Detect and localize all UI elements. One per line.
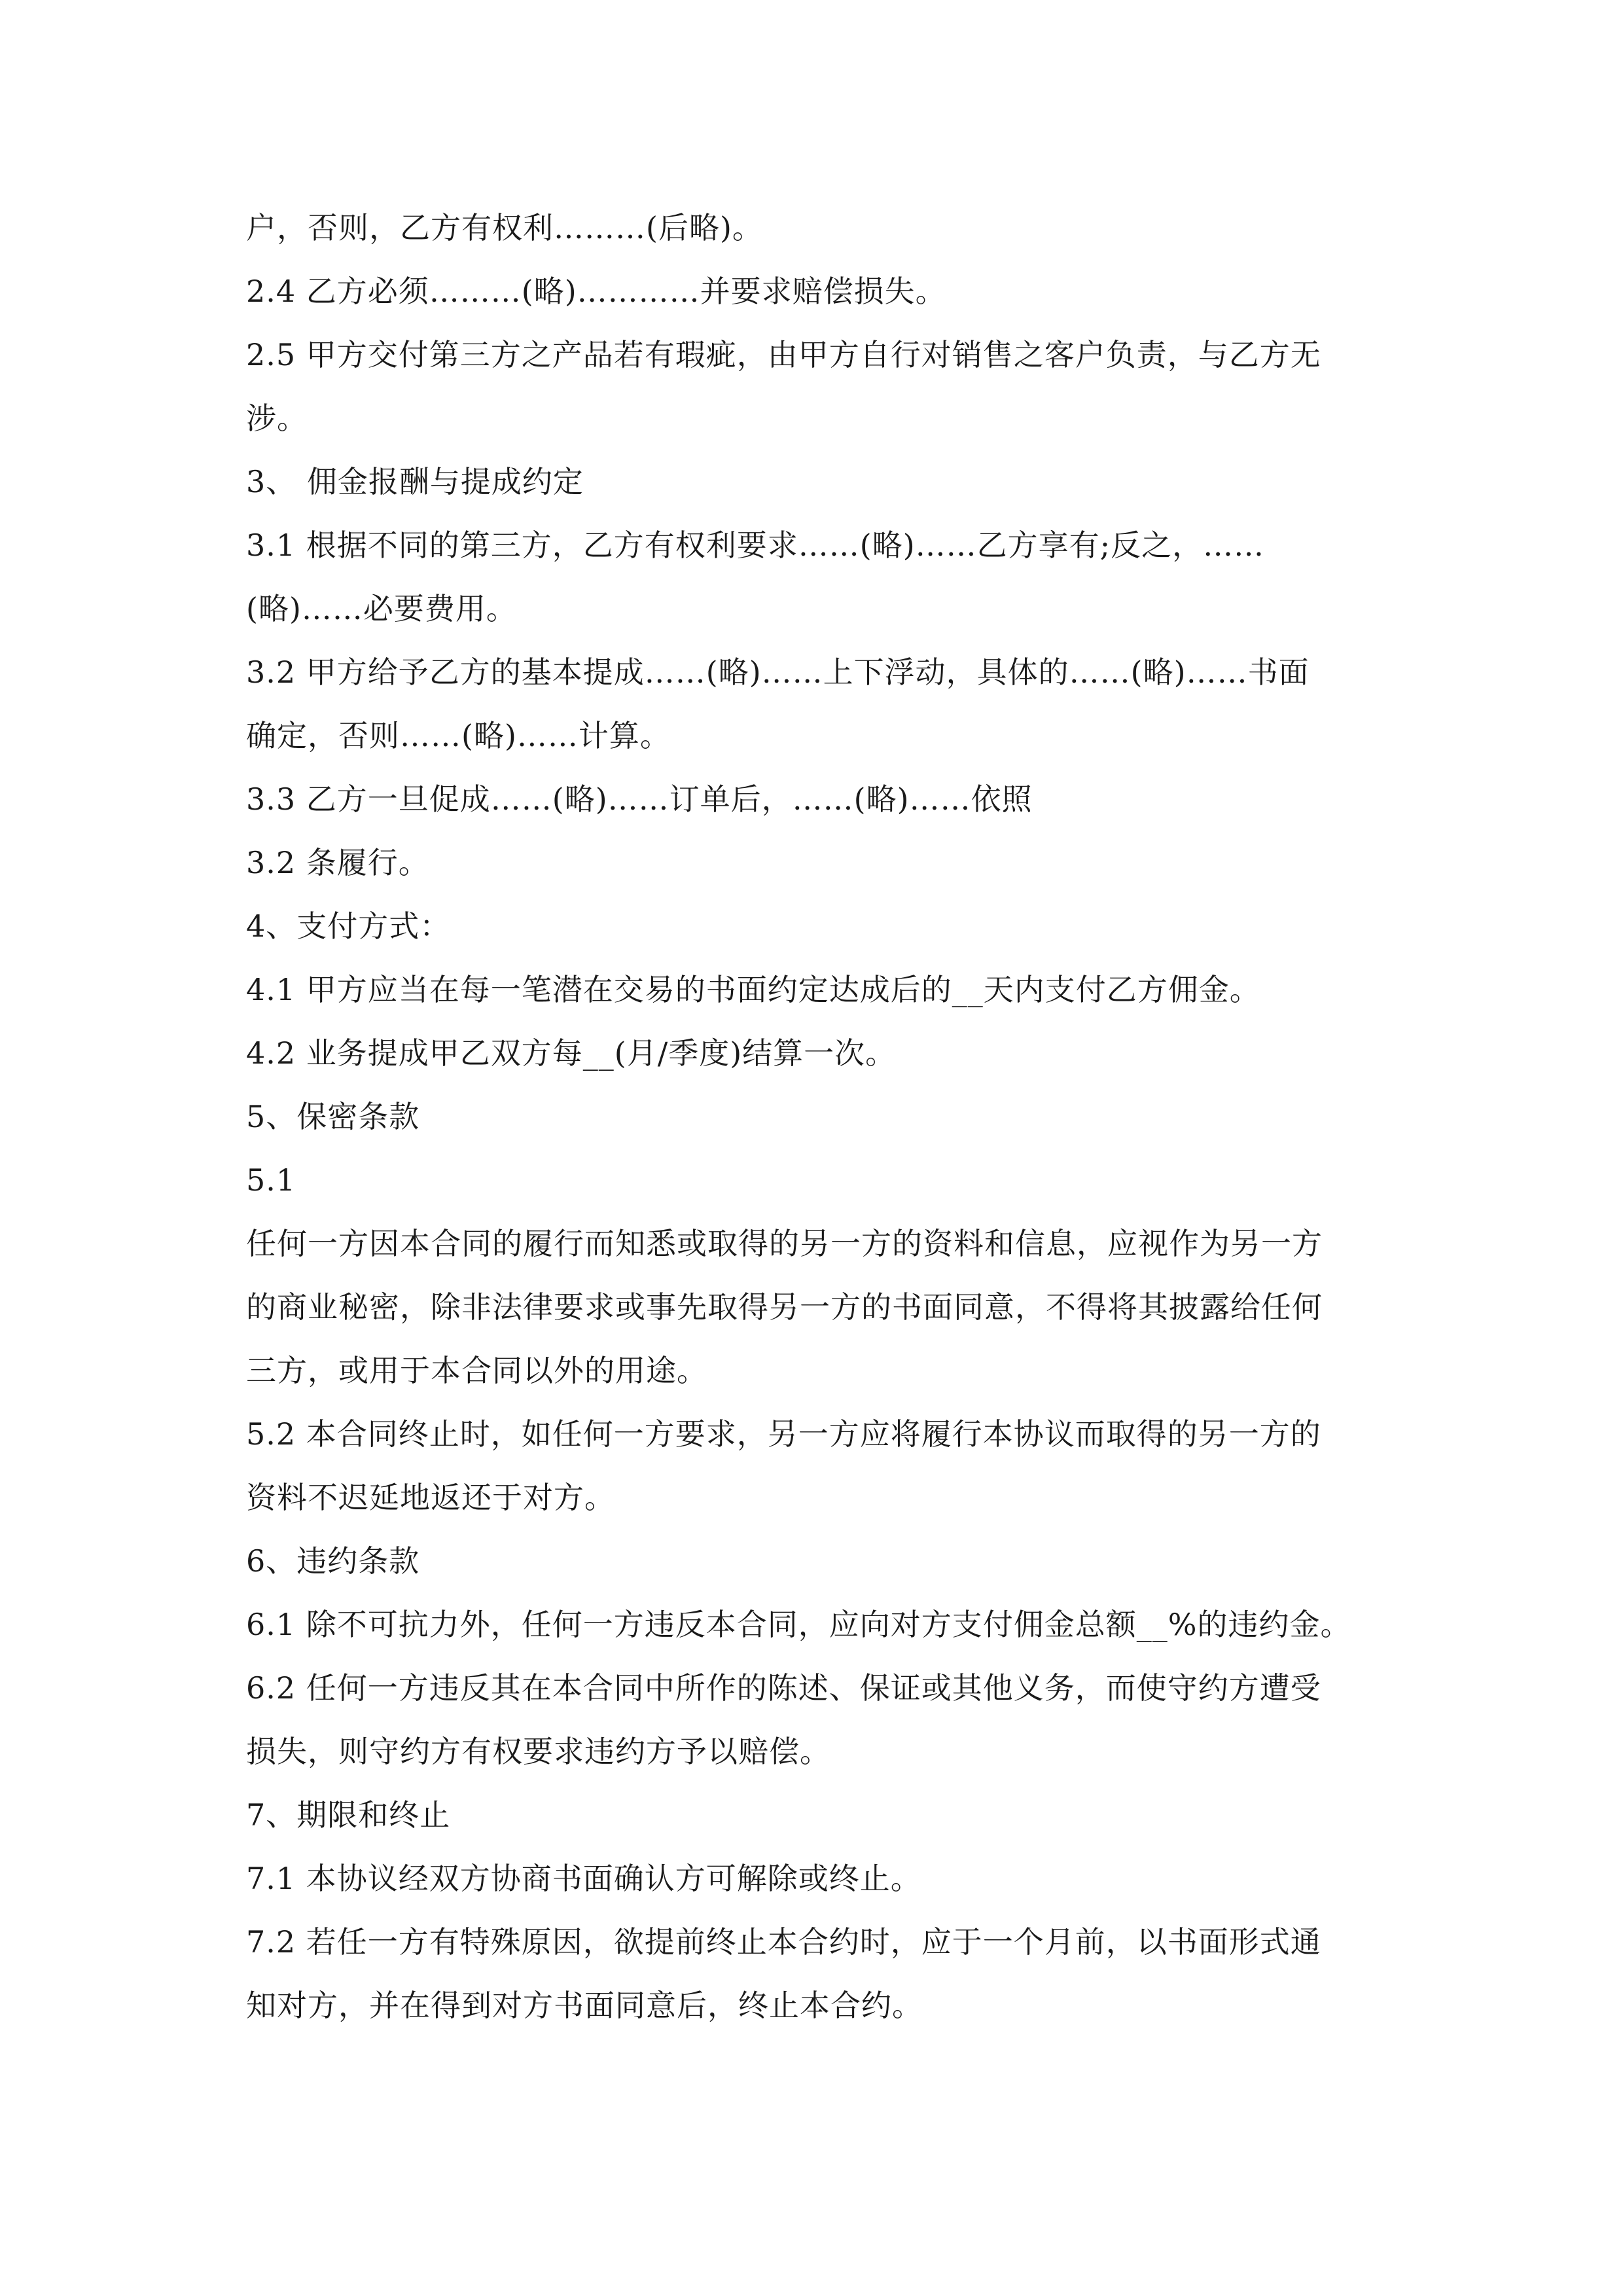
text-line: 三方，或用于本合同以外的用途。: [246, 1353, 707, 1388]
clause-6-1: 6.1 除不可抗力外，任何一方违反本合同，应向对方支付佣金总额__%的违约金。: [246, 1607, 1351, 1642]
clause-6-2: 6.2 任何一方违反其在本合同中所作的陈述、保证或其他义务，而使守约方遭受: [246, 1670, 1321, 1706]
clause-2-5: 2.5 甲方交付第三方之产品若有瑕疵，由甲方自行对销售之客户负责，与乙方无: [246, 337, 1321, 372]
text-line: 知对方，并在得到对方书面同意后，终止本合约。: [246, 1988, 923, 2023]
clause-3-2: 3.2 甲方给予乙方的基本提成……(略)……上下浮动，具体的……(略)……书面: [246, 655, 1310, 690]
text-line: 确定，否则……(略)……计算。: [246, 718, 671, 753]
clause-4-1: 4.1 甲方应当在每一笔潜在交易的书面约定达成后的__天内支付乙方佣金。: [246, 972, 1260, 1007]
text-line: 的商业秘密，除非法律要求或事先取得另一方的书面同意，不得将其披露给任何: [246, 1289, 1323, 1325]
section-6-heading: 6、违约条款: [246, 1543, 420, 1579]
text-line: 户，否则，乙方有权利………(后略)。: [246, 210, 763, 245]
section-5-heading: 5、保密条款: [246, 1099, 420, 1134]
section-3-heading: 3、 佣金报酬与提成约定: [246, 464, 584, 499]
clause-5-1: 5.1: [246, 1162, 296, 1198]
clause-2-4: 2.4 乙方必须………(略)…………并要求赔偿损失。: [246, 274, 946, 309]
text-line: 任何一方因本合同的履行而知悉或取得的另一方的资料和信息，应视作为另一方: [246, 1226, 1323, 1261]
clause-4-2: 4.2 业务提成甲乙双方每__(月/季度)结算一次。: [246, 1035, 897, 1071]
text-line: (略)……必要费用。: [246, 591, 517, 626]
clause-7-2: 7.2 若任一方有特殊原因，欲提前终止本合约时，应于一个月前，以书面形式通: [246, 1924, 1321, 1960]
section-7-heading: 7、期限和终止: [246, 1797, 451, 1833]
section-4-heading: 4、支付方式：: [246, 908, 451, 944]
clause-7-1: 7.1 本协议经双方协商书面确认方可解除或终止。: [246, 1861, 921, 1896]
clause-3-1: 3.1 根据不同的第三方，乙方有权利要求……(略)……乙方享有;反之，……: [246, 528, 1265, 563]
text-line: 损失，则守约方有权要求违约方予以赔偿。: [246, 1734, 830, 1769]
document-body: [246, 196, 1378, 2037]
text-line: 3.2 条履行。: [246, 845, 429, 880]
text-line: 资料不迟延地返还于对方。: [246, 1480, 615, 1515]
text-line: 涉。: [246, 401, 308, 436]
clause-5-2: 5.2 本合同终止时，如任何一方要求，另一方应将履行本协议而取得的另一方的: [246, 1416, 1321, 1452]
clause-3-3: 3.3 乙方一旦促成……(略)……订单后，……(略)……依照: [246, 781, 1033, 817]
